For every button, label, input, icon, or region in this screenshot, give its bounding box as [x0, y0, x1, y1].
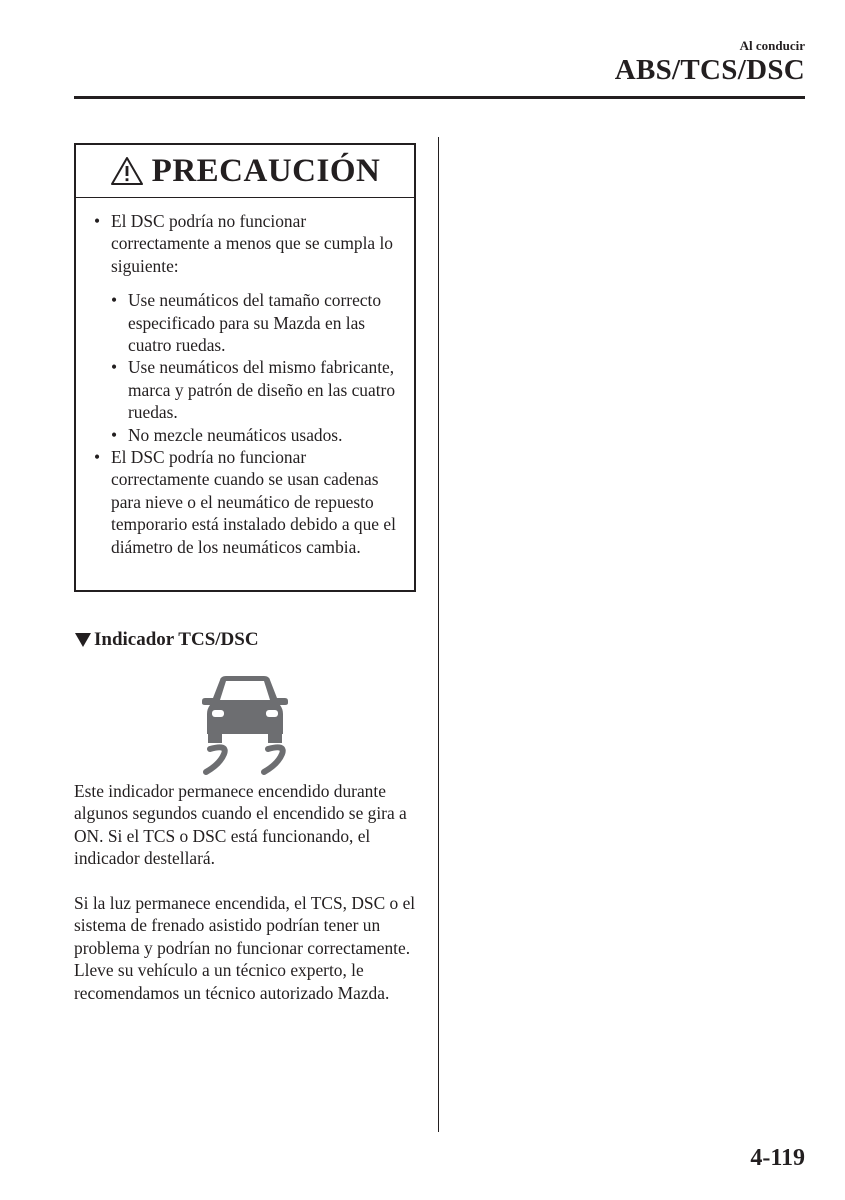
tcs-dsc-skid-car-icon	[200, 674, 290, 776]
caution-title: PRECAUCIÓN	[151, 152, 381, 189]
page-number: 4-119	[750, 1145, 805, 1171]
header-rule	[74, 96, 805, 99]
caution-sub-bullet-text: Use neumáticos del mismo fabricante, marca y patrón de diseño en las cuatro ruedas.	[128, 357, 396, 423]
caution-bullet-text: El DSC podría no funcionar correctamente cuando se usan cadenas para nieve o el neumático de repuesto temporario está instalado debido a que el diámetro de los neumáticos cambia.	[111, 447, 396, 557]
paragraph-indicator-problem: Si la luz permanece encendida, el TCS, DSC o el sistema de frenado asistido podrían tener un problema y podrían no funcionar correctamente. Lleve su vehículo a un técnico experto, le recomendamos un técnico autorizado Mazda.	[74, 893, 416, 1003]
paragraph-indicator-behavior: Este indicador permanece encendido durante algunos segundos cuando el encendido se gira a ON. Si el TCS o DSC está funcionando, el indicador destellará.	[74, 781, 407, 869]
bullet-symbol: •	[94, 211, 101, 231]
section-label: Al conducir	[739, 38, 805, 53]
column-divider	[438, 137, 439, 1132]
triangle-down-icon	[74, 632, 92, 648]
page-title: ABS/TCS/DSC	[614, 54, 805, 86]
caution-sub-bullet	[108, 289, 406, 356]
section-heading-text: Indicador TCS/DSC	[94, 629, 259, 650]
bullet-symbol: •	[94, 447, 101, 468]
caution-bullet	[91, 446, 406, 558]
caution-sub-bullet	[108, 424, 406, 446]
caution-bullet-text: El DSC podría no funcionar correctamente a menos que se cumpla lo siguiente:	[111, 211, 393, 276]
caution-sub-list	[91, 289, 406, 446]
bullet-symbol: •	[111, 290, 118, 311]
caution-header	[76, 145, 414, 198]
caution-sub-bullet	[108, 356, 406, 423]
section-heading	[74, 629, 259, 651]
caution-box	[74, 143, 416, 592]
caution-bullet	[91, 210, 406, 277]
caution-body	[76, 198, 414, 558]
caution-sub-bullet-text: No mezcle neumáticos usados.	[128, 424, 343, 445]
bullet-symbol: •	[111, 424, 118, 445]
bullet-symbol: •	[111, 357, 118, 378]
warning-triangle-icon	[110, 156, 144, 186]
caution-sub-bullet-text: Use neumáticos del tamaño correcto especificado para su Mazda en las cuatro ruedas.	[128, 290, 382, 356]
